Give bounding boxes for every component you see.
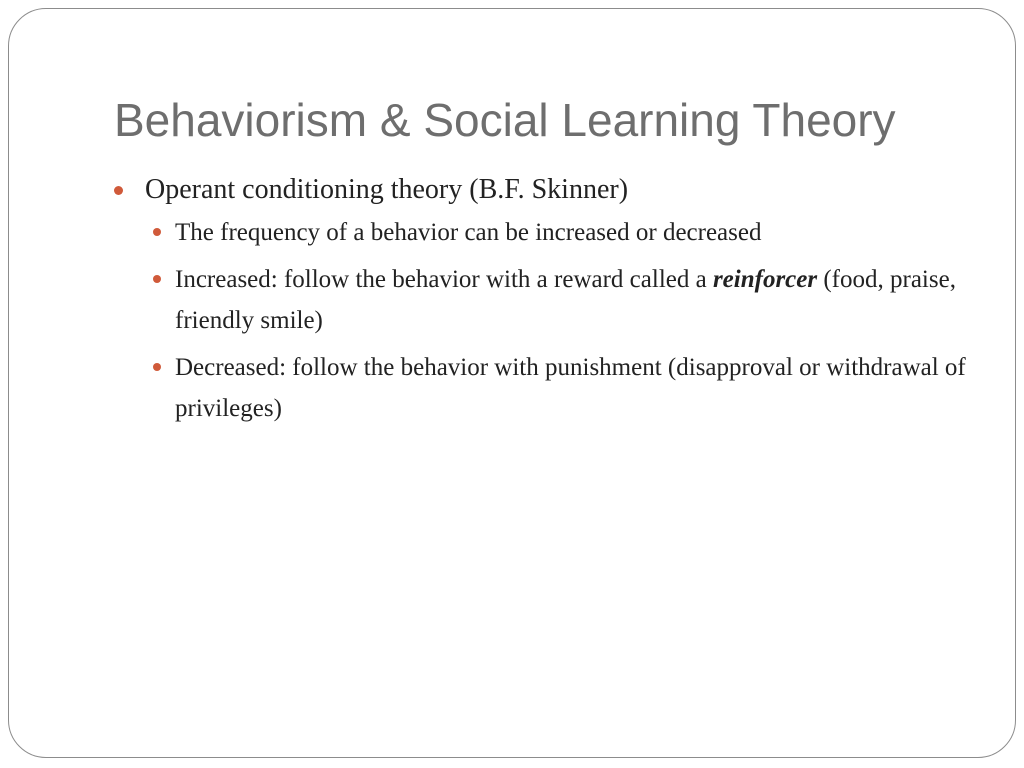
sub-bullet-increased: [114, 259, 984, 341]
reinforcer-term: reinforcer: [712, 266, 818, 293]
slide-content: [114, 168, 984, 435]
bullet-dot-icon: [114, 186, 123, 195]
sub-bullet-text-after: (food, praise, friendly smile): [175, 266, 956, 334]
bullet-operant-conditioning: [114, 168, 984, 212]
sub-bullet-text-before: Increased: follow the behavior with a reward called a: [175, 266, 713, 293]
bullet-dot-icon: [153, 275, 161, 283]
sub-bullet-frequency: [114, 212, 984, 253]
sub-bullet-text: The frequency of a behavior can be increased or decreased: [175, 219, 762, 246]
sub-bullet-text: Decreased: follow the behavior with punishment (disapproval or withdrawal of privileges): [175, 354, 966, 422]
slide-title: Behaviorism & Social Learning Theory: [114, 94, 896, 146]
bullet-dot-icon: [153, 363, 161, 371]
bullet-dot-icon: [153, 228, 161, 236]
sub-bullet-decreased: [114, 347, 984, 429]
bullet-text: Operant conditioning theory (B.F. Skinner): [145, 174, 629, 205]
